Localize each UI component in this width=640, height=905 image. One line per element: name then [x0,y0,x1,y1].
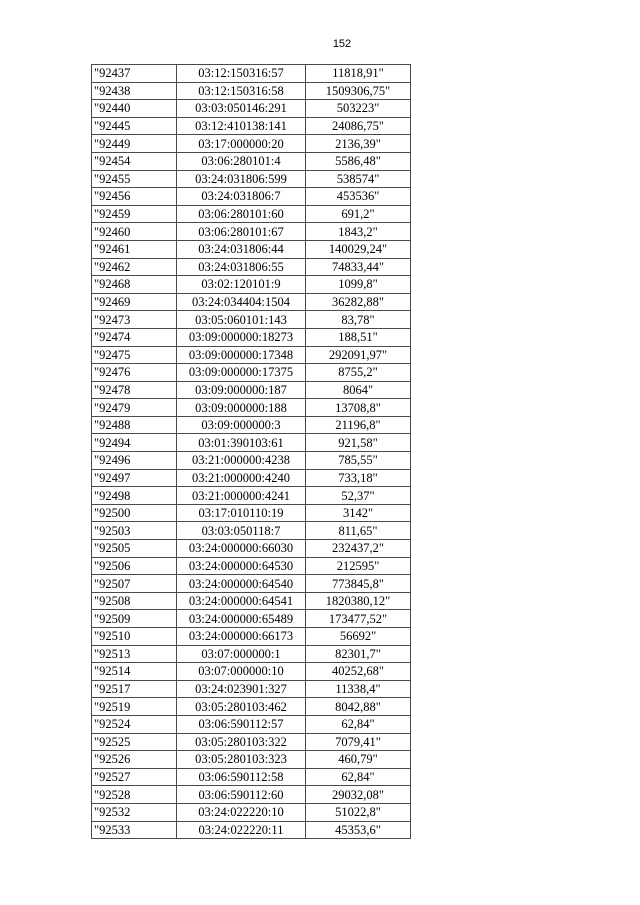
row-id-cell: "92475 [92,346,177,364]
row-id-cell: "92525 [92,733,177,751]
table-row [92,610,411,628]
table-row [92,522,411,540]
row-id-cell: "92505 [92,540,177,558]
amount-cell: 1509306,75" [306,82,411,100]
amount-cell: 453536" [306,188,411,206]
data-table [91,64,411,839]
table-body [92,65,411,839]
table-row [92,733,411,751]
cadastral-number-cell: 03:21:000000:4240 [177,469,306,487]
cadastral-number-cell: 03:24:000000:64540 [177,575,306,593]
row-id-cell: "92445 [92,117,177,135]
table-row [92,557,411,575]
table-row [92,416,411,434]
amount-cell: 11818,91" [306,65,411,83]
cadastral-number-cell: 03:24:000000:66173 [177,628,306,646]
row-id-cell: "92473 [92,311,177,329]
row-id-cell: "92507 [92,575,177,593]
row-id-cell: "92479 [92,399,177,417]
amount-cell: 29032,08" [306,786,411,804]
table-row [92,135,411,153]
cadastral-number-cell: 03:09:000000:17348 [177,346,306,364]
amount-cell: 188,51" [306,328,411,346]
cadastral-number-cell: 03:24:000000:64541 [177,592,306,610]
amount-cell: 56692" [306,628,411,646]
row-id-cell: "92514 [92,663,177,681]
cadastral-number-cell: 03:05:280103:322 [177,733,306,751]
amount-cell: 21196,8" [306,416,411,434]
table-row [92,205,411,223]
amount-cell: 83,78" [306,311,411,329]
row-id-cell: "92449 [92,135,177,153]
row-id-cell: "92437 [92,65,177,83]
amount-cell: 173477,52" [306,610,411,628]
table-row [92,469,411,487]
row-id-cell: "92496 [92,452,177,470]
amount-cell: 13708,8" [306,399,411,417]
amount-cell: 5586,48" [306,152,411,170]
table-row [92,680,411,698]
row-id-cell: "92468 [92,276,177,294]
amount-cell: 733,18" [306,469,411,487]
table-row [92,188,411,206]
table-row [92,821,411,839]
table-row [92,698,411,716]
table-row [92,100,411,118]
cadastral-number-cell: 03:01:390103:61 [177,434,306,452]
row-id-cell: "92462 [92,258,177,276]
table-row [92,628,411,646]
amount-cell: 40252,68" [306,663,411,681]
row-id-cell: "92526 [92,751,177,769]
table-row [92,715,411,733]
amount-cell: 1099,8" [306,276,411,294]
cadastral-number-cell: 03:06:280101:4 [177,152,306,170]
amount-cell: 2136,39" [306,135,411,153]
amount-cell: 74833,44" [306,258,411,276]
amount-cell: 45353,6" [306,821,411,839]
table-row [92,258,411,276]
row-id-cell: "92438 [92,82,177,100]
cadastral-number-cell: 03:09:000000:17375 [177,364,306,382]
amount-cell: 921,58" [306,434,411,452]
row-id-cell: "92517 [92,680,177,698]
row-id-cell: "92527 [92,768,177,786]
amount-cell: 811,65" [306,522,411,540]
table-row [92,803,411,821]
cadastral-number-cell: 03:24:031806:599 [177,170,306,188]
table-row [92,170,411,188]
row-id-cell: "92497 [92,469,177,487]
table-row [92,65,411,83]
row-id-cell: "92509 [92,610,177,628]
amount-cell: 11338,4" [306,680,411,698]
amount-cell: 140029,24" [306,240,411,258]
amount-cell: 52,37" [306,487,411,505]
cadastral-number-cell: 03:05:280103:462 [177,698,306,716]
row-id-cell: "92461 [92,240,177,258]
cadastral-number-cell: 03:06:590112:57 [177,715,306,733]
row-id-cell: "92528 [92,786,177,804]
amount-cell: 82301,7" [306,645,411,663]
amount-cell: 8755,2" [306,364,411,382]
page-number: 152 [332,38,352,50]
table-row [92,240,411,258]
cadastral-number-cell: 03:09:000000:3 [177,416,306,434]
amount-cell: 212595" [306,557,411,575]
table-row [92,82,411,100]
amount-cell: 232437,2" [306,540,411,558]
amount-cell: 36282,88" [306,293,411,311]
cadastral-number-cell: 03:06:590112:60 [177,786,306,804]
amount-cell: 460,79" [306,751,411,769]
amount-cell: 7079,41" [306,733,411,751]
cadastral-number-cell: 03:03:050118:7 [177,522,306,540]
row-id-cell: "92488 [92,416,177,434]
table-row [92,276,411,294]
amount-cell: 3142" [306,504,411,522]
table-row [92,364,411,382]
amount-cell: 8064" [306,381,411,399]
table-row [92,399,411,417]
amount-cell: 503223" [306,100,411,118]
amount-cell: 51022,8" [306,803,411,821]
row-id-cell: "92513 [92,645,177,663]
table-row [92,487,411,505]
table-row [92,434,411,452]
table-row [92,645,411,663]
cadastral-number-cell: 03:06:280101:60 [177,205,306,223]
table-row [92,504,411,522]
row-id-cell: "92440 [92,100,177,118]
row-id-cell: "92455 [92,170,177,188]
cadastral-number-cell: 03:07:000000:10 [177,663,306,681]
cadastral-number-cell: 03:12:150316:57 [177,65,306,83]
cadastral-number-cell: 03:06:280101:67 [177,223,306,241]
table-row [92,328,411,346]
amount-cell: 773845,8" [306,575,411,593]
row-id-cell: "92500 [92,504,177,522]
table-row [92,381,411,399]
cadastral-number-cell: 03:24:000000:66030 [177,540,306,558]
cadastral-number-cell: 03:12:410138:141 [177,117,306,135]
table-row [92,751,411,769]
row-id-cell: "92456 [92,188,177,206]
cadastral-number-cell: 03:17:000000:20 [177,135,306,153]
row-id-cell: "92506 [92,557,177,575]
row-id-cell: "92533 [92,821,177,839]
amount-cell: 62,84" [306,768,411,786]
amount-cell: 1843,2" [306,223,411,241]
cadastral-number-cell: 03:21:000000:4238 [177,452,306,470]
cadastral-number-cell: 03:12:150316:58 [177,82,306,100]
table-row [92,592,411,610]
amount-cell: 8042,88" [306,698,411,716]
row-id-cell: "92460 [92,223,177,241]
amount-cell: 62,84" [306,715,411,733]
table-row [92,346,411,364]
table-row [92,768,411,786]
table-row [92,575,411,593]
cadastral-number-cell: 03:24:000000:65489 [177,610,306,628]
cadastral-number-cell: 03:24:031806:44 [177,240,306,258]
row-id-cell: "92503 [92,522,177,540]
amount-cell: 691,2" [306,205,411,223]
table-row [92,540,411,558]
table-row [92,452,411,470]
cadastral-number-cell: 03:09:000000:18273 [177,328,306,346]
row-id-cell: "92469 [92,293,177,311]
cadastral-number-cell: 03:24:034404:1504 [177,293,306,311]
row-id-cell: "92459 [92,205,177,223]
amount-cell: 292091,97" [306,346,411,364]
row-id-cell: "92476 [92,364,177,382]
cadastral-number-cell: 03:05:280103:323 [177,751,306,769]
cadastral-number-cell: 03:24:031806:7 [177,188,306,206]
table-row [92,293,411,311]
table-row [92,786,411,804]
row-id-cell: "92474 [92,328,177,346]
table-row [92,223,411,241]
amount-cell: 538574" [306,170,411,188]
row-id-cell: "92494 [92,434,177,452]
amount-cell: 1820380,12" [306,592,411,610]
row-id-cell: "92519 [92,698,177,716]
cadastral-number-cell: 03:24:031806:55 [177,258,306,276]
row-id-cell: "92524 [92,715,177,733]
amount-cell: 785,55" [306,452,411,470]
row-id-cell: "92478 [92,381,177,399]
cadastral-number-cell: 03:24:022220:11 [177,821,306,839]
amount-cell: 24086,75" [306,117,411,135]
row-id-cell: "92498 [92,487,177,505]
cadastral-number-cell: 03:02:120101:9 [177,276,306,294]
table-row [92,311,411,329]
cadastral-number-cell: 03:21:000000:4241 [177,487,306,505]
cadastral-number-cell: 03:09:000000:188 [177,399,306,417]
cadastral-number-cell: 03:24:000000:64530 [177,557,306,575]
table-row [92,663,411,681]
row-id-cell: "92454 [92,152,177,170]
row-id-cell: "92532 [92,803,177,821]
cadastral-number-cell: 03:03:050146:291 [177,100,306,118]
table-row [92,152,411,170]
cadastral-number-cell: 03:09:000000:187 [177,381,306,399]
cadastral-number-cell: 03:24:023901:327 [177,680,306,698]
cadastral-number-cell: 03:05:060101:143 [177,311,306,329]
row-id-cell: "92508 [92,592,177,610]
row-id-cell: "92510 [92,628,177,646]
cadastral-number-cell: 03:17:010110:19 [177,504,306,522]
cadastral-number-cell: 03:07:000000:1 [177,645,306,663]
table-row [92,117,411,135]
cadastral-number-cell: 03:24:022220:10 [177,803,306,821]
cadastral-number-cell: 03:06:590112:58 [177,768,306,786]
